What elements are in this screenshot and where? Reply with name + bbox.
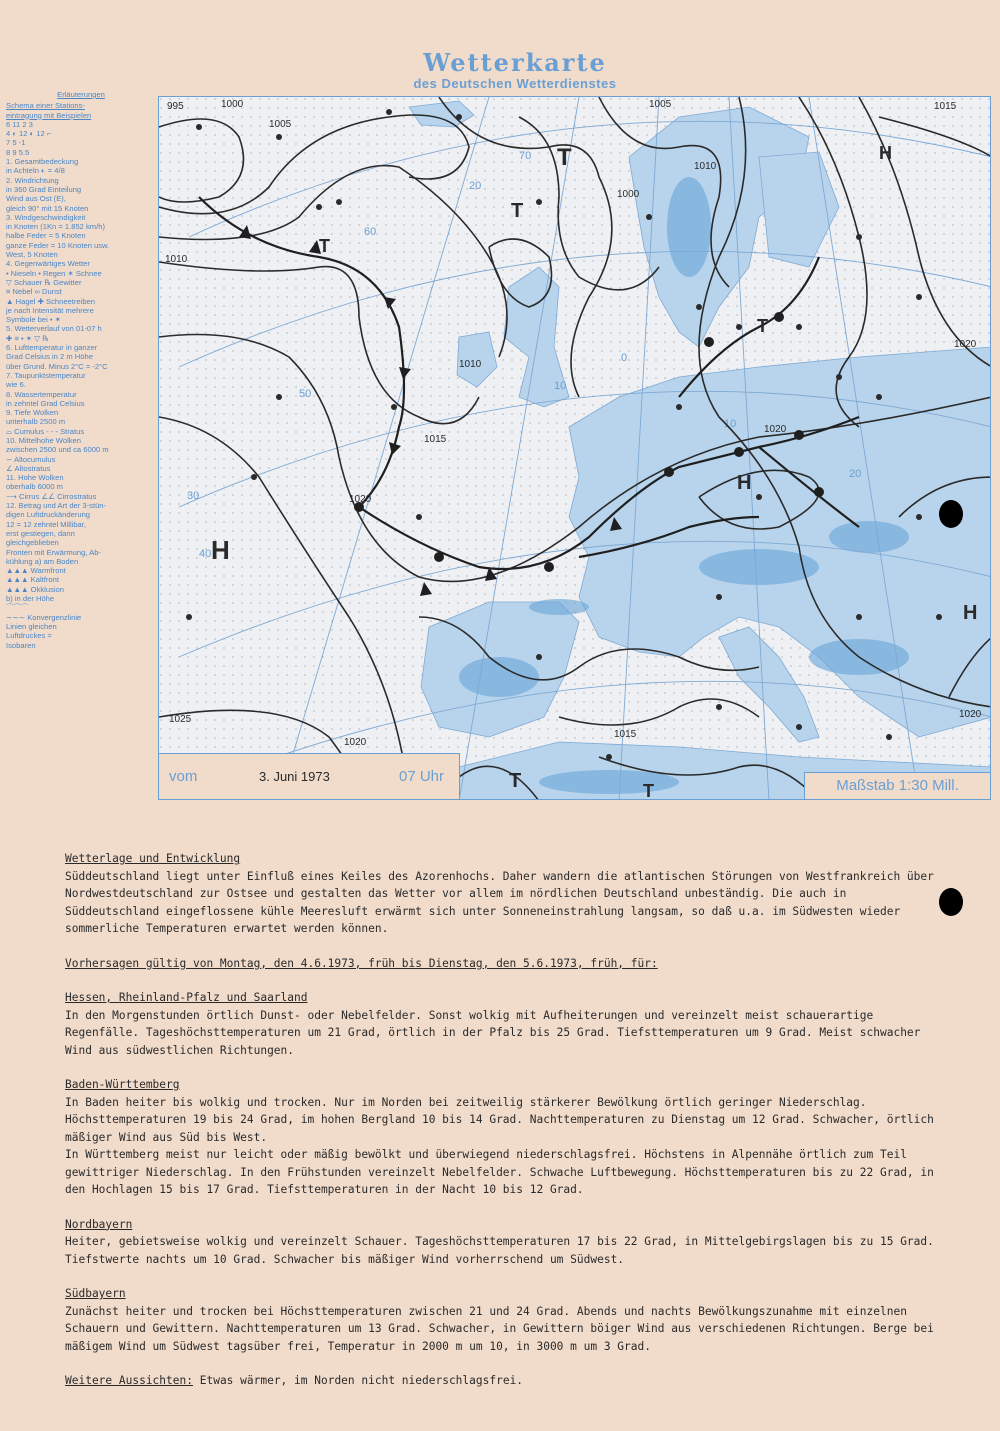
- legend-line: 4 ◐ 12 ◐ 12 ⌐: [6, 129, 52, 139]
- isobar-label: 1010: [165, 254, 188, 265]
- section-validity: [65, 955, 945, 973]
- legend-line: Isobaren: [6, 640, 36, 650]
- chart-title-block: [380, 50, 650, 91]
- legend-line: oberhalb 6000 m: [6, 482, 63, 492]
- punch-hole: [939, 500, 963, 528]
- section-heading: Hessen, Rheinland-Pfalz und Saarland: [65, 991, 308, 1004]
- legend-line: eintragung mit Beispielen: [6, 110, 92, 120]
- warm-front-bulge: [774, 312, 784, 322]
- section-body: In den Morgenstunden örtlich Dunst- oder Nebelfelder. Sonst wolkig mit Aufheiterungen und vereinzelt meist schauerartige Regenfälle. Tageshöchsttemperaturen um 21 Grad, örtlich in der Pfalz bis 25 Grad. Tiefsttemperaturen um 9 Grad. Meist schwacher Wind aus südwestlichen Richtungen.: [65, 1008, 921, 1057]
- legend-line: 4. Gegenwärtiges Wetter: [6, 259, 90, 269]
- latitude-label: 50: [299, 388, 312, 400]
- low-pressure-label: T: [557, 144, 572, 171]
- isobar-label: 1005: [649, 99, 672, 110]
- legend-line: ⟶ Cirrus ∠∠ Cirrostratus: [6, 491, 97, 501]
- legend-line: ⌒⌒⌒: [6, 603, 29, 613]
- warm-front-bulge: [794, 430, 804, 440]
- legend-line: West, 5 Knoten: [6, 250, 58, 260]
- legend-line: 8 9 5.5: [6, 147, 30, 157]
- longitude-label: 20: [469, 180, 482, 192]
- weather-map: [158, 96, 991, 800]
- map-scale: Maßstab 1:30 Mill.: [804, 772, 990, 799]
- station-marker: [876, 394, 882, 400]
- legend-line: Linien gleichen: [6, 621, 57, 631]
- station-marker: [676, 404, 682, 410]
- station-marker: [386, 109, 392, 115]
- chart-time: 07 Uhr: [399, 768, 445, 785]
- forecast-text: [65, 850, 945, 1407]
- section-hessen: [65, 989, 945, 1059]
- legend-heading: Erläuterungen: [57, 90, 105, 99]
- legend-line: ∠ Altostratus: [6, 463, 51, 473]
- station-marker: [936, 614, 942, 620]
- low-pressure-label: T: [511, 200, 524, 222]
- longitude-label: 0: [621, 352, 628, 364]
- station-marker: [196, 124, 202, 130]
- warm-front-bulge: [544, 562, 554, 572]
- legend-line: Luftdruckes =: [6, 631, 52, 641]
- section-body: In Württemberg meist nur leicht oder mäßig bewölkt und überwiegend niederschlagsfrei. Höchstens in Alpennähe örtlich zum Teil gewittriger Niederschlag. In den Frühstunden vereinzelt Nebelfelder. Schwache Luftbewegung. Höchsttemperaturen bis zu 22 Grad, in den Hochlagen 15 bis 17 Grad. Tiefsttemperaturen in der Nacht 10 bis 12 Grad.: [65, 1148, 934, 1196]
- legend-line: Symbole bei • ✶: [6, 315, 62, 325]
- section-wetterlage: [65, 850, 945, 938]
- latitude-label: 60: [364, 226, 377, 238]
- chart-date-box: [159, 753, 460, 799]
- legend-line: kühlung a) am Boden: [6, 556, 79, 566]
- warm-front-bulge: [734, 447, 744, 457]
- legend-line: ✚ ≡ • ✶ ▽ ℞: [6, 333, 50, 343]
- station-marker: [796, 724, 802, 730]
- legend-line: Schema einer Stations-: [6, 101, 85, 111]
- legend-line: 5. Wetterverlauf von 01-07 h: [6, 324, 102, 334]
- isobar-label: 1020: [954, 339, 977, 350]
- station-marker: [536, 654, 542, 660]
- outlook-body: Etwas wärmer, im Norden nicht niederschlagsfrei.: [199, 1374, 524, 1387]
- legend-line: 3. Windgeschwindigkeit: [6, 212, 86, 222]
- low-pressure-label: T: [319, 236, 330, 256]
- section-suedbayern: [65, 1285, 945, 1355]
- station-marker: [391, 404, 397, 410]
- warm-front-bulge: [814, 487, 824, 497]
- legend-line: ≡ Nebel ∞ Dunst: [6, 287, 62, 297]
- isobar-label: 1020: [764, 424, 787, 435]
- latitude-label: 40: [199, 548, 212, 560]
- legend-line: digen Luftdruckänderung: [6, 510, 91, 520]
- section-body: In Baden heiter bis wolkig und trocken. Nur im Norden bei zeitweilig stärkerer Bewölkung örtlich geringer Niederschlag. Höchsttemperaturen 19 bis 24 Grad, im hohen Bergland 10 bis 14 Grad. Nachttemperaturen zu Dienstag um 12 Grad. Schwacher, örtlich mäßiger Wind aus Süd bis West.: [65, 1095, 934, 1144]
- legend-line: in zehntel Grad Celsius: [6, 398, 85, 408]
- section-heading: Südbayern: [65, 1287, 126, 1300]
- section-body: Heiter, gebietsweise wolkig und vereinzelt Schauer. Tageshöchsttemperaturen 17 bis 22 Grad, in Mittelgebirgslagen bis zu 15 Grad. Tiefstwerte nachts um 10 Grad. Schwacher bis mäßiger Wind vorherrschend um Südwest.: [65, 1235, 934, 1266]
- high-pressure-label: H: [737, 472, 752, 494]
- section-body: Süddeutschland liegt unter Einfluß eines Keiles des Azorenhochs. Daher wandern die atlantischen Störungen von Westfrankreich über Nordwestdeutschland zur Ostsee und gestalten das Wetter vor allem im nördlichen Deutschland unbeständig. Die auch in Süddeutschland eingeflossene kühle Meeresluft erwärmt sich unter Sonneneinstrahlung langsam, so daß u.a. im Südwesten wieder sommerliche Temperaturen erwartet werden können.: [65, 869, 934, 935]
- legend-line: 1. Gesamtbedeckung: [6, 157, 79, 167]
- station-marker: [251, 474, 257, 480]
- isobar-label: 1005: [269, 119, 292, 130]
- isobar-label: 1020: [959, 709, 982, 720]
- validity-line: Vorhersagen gültig von Montag, den 4.6.1973, früh bis Dienstag, den 5.6.1973, früh, für:: [65, 956, 658, 970]
- latitude-label: 30: [187, 490, 200, 502]
- warm-front-bulge: [664, 467, 674, 477]
- legend-line: ▽ Schauer ℞ Gewitter: [6, 277, 82, 287]
- legend-line: in Knoten (1Kn = 1.852 km/h): [6, 222, 105, 232]
- legend-line: ganze Feder = 10 Knoten usw.: [6, 240, 110, 250]
- section-baden-wuerttemberg: [65, 1076, 945, 1199]
- section-outlook: [65, 1372, 945, 1390]
- legend-line: 12. Betrag und Art der 3-stün-: [6, 501, 107, 511]
- latitude-label: 70: [519, 150, 532, 162]
- legend-line: 10. Mittelhohe Wolken: [6, 435, 81, 445]
- station-marker: [916, 294, 922, 300]
- chart-title: Wetterkarte: [423, 48, 607, 77]
- relief-atlas: [539, 770, 679, 794]
- legend-line: 6. Lufttemperatur in ganzer: [6, 343, 98, 353]
- legend-line: zwischen 2500 und ca 6000 m: [6, 445, 109, 455]
- low-pressure-label: T: [643, 781, 654, 801]
- station-marker: [796, 324, 802, 330]
- isobar-label: 1010: [459, 359, 482, 370]
- section-heading: Baden-Württemberg: [65, 1078, 180, 1091]
- legend-line: gleichgeblieben: [6, 538, 59, 548]
- outlook-line: [65, 1372, 945, 1390]
- legend-line: über Grund. Minus 2°C = -2°C: [6, 361, 108, 371]
- relief-pyrenees: [529, 599, 589, 615]
- high-pressure-label: H: [211, 535, 230, 565]
- station-marker: [536, 199, 542, 205]
- isobar-label: 1025: [169, 714, 192, 725]
- station-marker: [886, 734, 892, 740]
- legend-line: Grad Celsius in 2 m Höhe: [6, 352, 93, 362]
- relief-scandes: [667, 177, 711, 277]
- legend-line: ⌓ Cumulus - - - Stratus: [6, 426, 85, 436]
- station-marker: [736, 324, 742, 330]
- legend-line: halbe Feder = 5 Knoten: [6, 231, 86, 241]
- legend-line: wie 6.: [6, 380, 26, 390]
- legend-line: 9. Tiefe Wolken: [6, 408, 59, 418]
- legend-line: ∽ Altocumulus: [6, 454, 56, 464]
- low-pressure-label: T: [757, 316, 768, 336]
- station-marker: [186, 614, 192, 620]
- legend-line: 12 = 12 zehntel Millibar,: [6, 519, 86, 529]
- legend-line: Wind aus Ost (E),: [6, 194, 66, 204]
- isobar-label: 1020: [349, 494, 372, 505]
- station-marker: [916, 514, 922, 520]
- isobar-label: 1000: [221, 99, 244, 110]
- station-marker: [716, 704, 722, 710]
- map-canvas: [159, 97, 991, 800]
- legend-line: 7 5 -1: [6, 138, 26, 148]
- legend-line: 6 11 2 3: [6, 119, 33, 129]
- isobar-label: 1015: [614, 729, 637, 740]
- legend-line: 8. Wassertemperatur: [6, 389, 77, 399]
- chart-date: 3. Juni 1973: [259, 769, 330, 784]
- legend-line: in Achteln ◐ = 4/8: [6, 166, 65, 176]
- relief-carpathians: [829, 521, 909, 553]
- station-marker: [646, 214, 652, 220]
- legend-line: Fronten mit Erwärmung, Ab-: [6, 547, 101, 557]
- vom-label: vom: [169, 768, 198, 785]
- isobar-label: 1015: [424, 434, 447, 445]
- station-marker: [316, 204, 322, 210]
- legend-line: in 360 Grad Einteilung: [6, 184, 82, 194]
- station-marker: [336, 199, 342, 205]
- legend-line: ▲▲▲ Warmfront: [6, 566, 66, 576]
- chart-subtitle: des Deutschen Wetterdienstes: [413, 76, 617, 91]
- station-marker: [856, 234, 862, 240]
- legend-line: ▲▲▲ Kaltfront: [6, 575, 59, 585]
- isobar-label: 1020: [344, 737, 367, 748]
- low-pressure-label: T: [509, 770, 522, 792]
- station-marker: [696, 304, 702, 310]
- relief-alps: [699, 549, 819, 585]
- legend-line: ▲▲▲ Okklusion: [6, 584, 64, 594]
- longitude-label: 20: [849, 468, 862, 480]
- legend-line: • Nieseln • Regen ✶ Schnee: [6, 268, 102, 278]
- legend-line: gleich 90° mit 15 Knoten: [6, 203, 89, 213]
- legend-panel: [6, 90, 156, 650]
- longitude-label: 10: [554, 380, 567, 392]
- legend-line: 7. Taupunktstemperatur: [6, 370, 86, 380]
- station-marker: [416, 514, 422, 520]
- isobar-label: 1000: [617, 189, 640, 200]
- legend-line: ▲ Hagel ✚ Schneetreiben: [6, 296, 96, 306]
- legend-line: ∼∼∼ Konvergenzlinie: [6, 612, 82, 622]
- section-nordbayern: [65, 1216, 945, 1269]
- legend-line: je nach Intensität mehrere: [6, 305, 94, 315]
- legend-line: 2. Windrichtung: [6, 175, 59, 185]
- high-pressure-label: H: [963, 602, 978, 624]
- station-marker: [836, 374, 842, 380]
- station-marker: [856, 614, 862, 620]
- legend-line: unterhalb 2500 m: [6, 417, 66, 427]
- isobar-label: 1015: [934, 101, 957, 112]
- warm-front-bulge: [434, 552, 444, 562]
- legend-line: b) in der Höhe: [6, 594, 55, 604]
- isobar-label: 995: [167, 101, 184, 112]
- station-marker: [606, 754, 612, 760]
- station-marker: [276, 394, 282, 400]
- warm-front-bulge: [704, 337, 714, 347]
- legend-line: 11. Hohe Wolken: [6, 473, 64, 483]
- station-marker: [716, 594, 722, 600]
- isobar-label: 1010: [694, 161, 717, 172]
- station-marker: [276, 134, 282, 140]
- section-heading: Wetterlage und Entwicklung: [65, 852, 241, 865]
- high-pressure-label: H: [879, 143, 892, 163]
- legend-line: erst gestiegen, dann: [6, 528, 75, 538]
- outlook-heading: Weitere Aussichten:: [65, 1374, 193, 1387]
- section-heading: Nordbayern: [65, 1217, 133, 1231]
- section-body: Zunächst heiter und trocken bei Höchsttemperaturen zwischen 21 und 24 Grad. Abends und nachts Bewölkungszunahme mit einzelnen Schauern und Gewittern. Nachttemperaturen um 13 Grad. Schwacher, in Gewittern böiger Wind aus verschiedenen Richtungen. Berge bei mäßigem Wind um Südwest tagsüber frei, Temperatur in 2000 m um 10, in 3000 m um 3 Grad.: [65, 1304, 934, 1353]
- station-marker: [756, 494, 762, 500]
- station-marker: [456, 114, 462, 120]
- longitude-label: 10: [724, 418, 737, 430]
